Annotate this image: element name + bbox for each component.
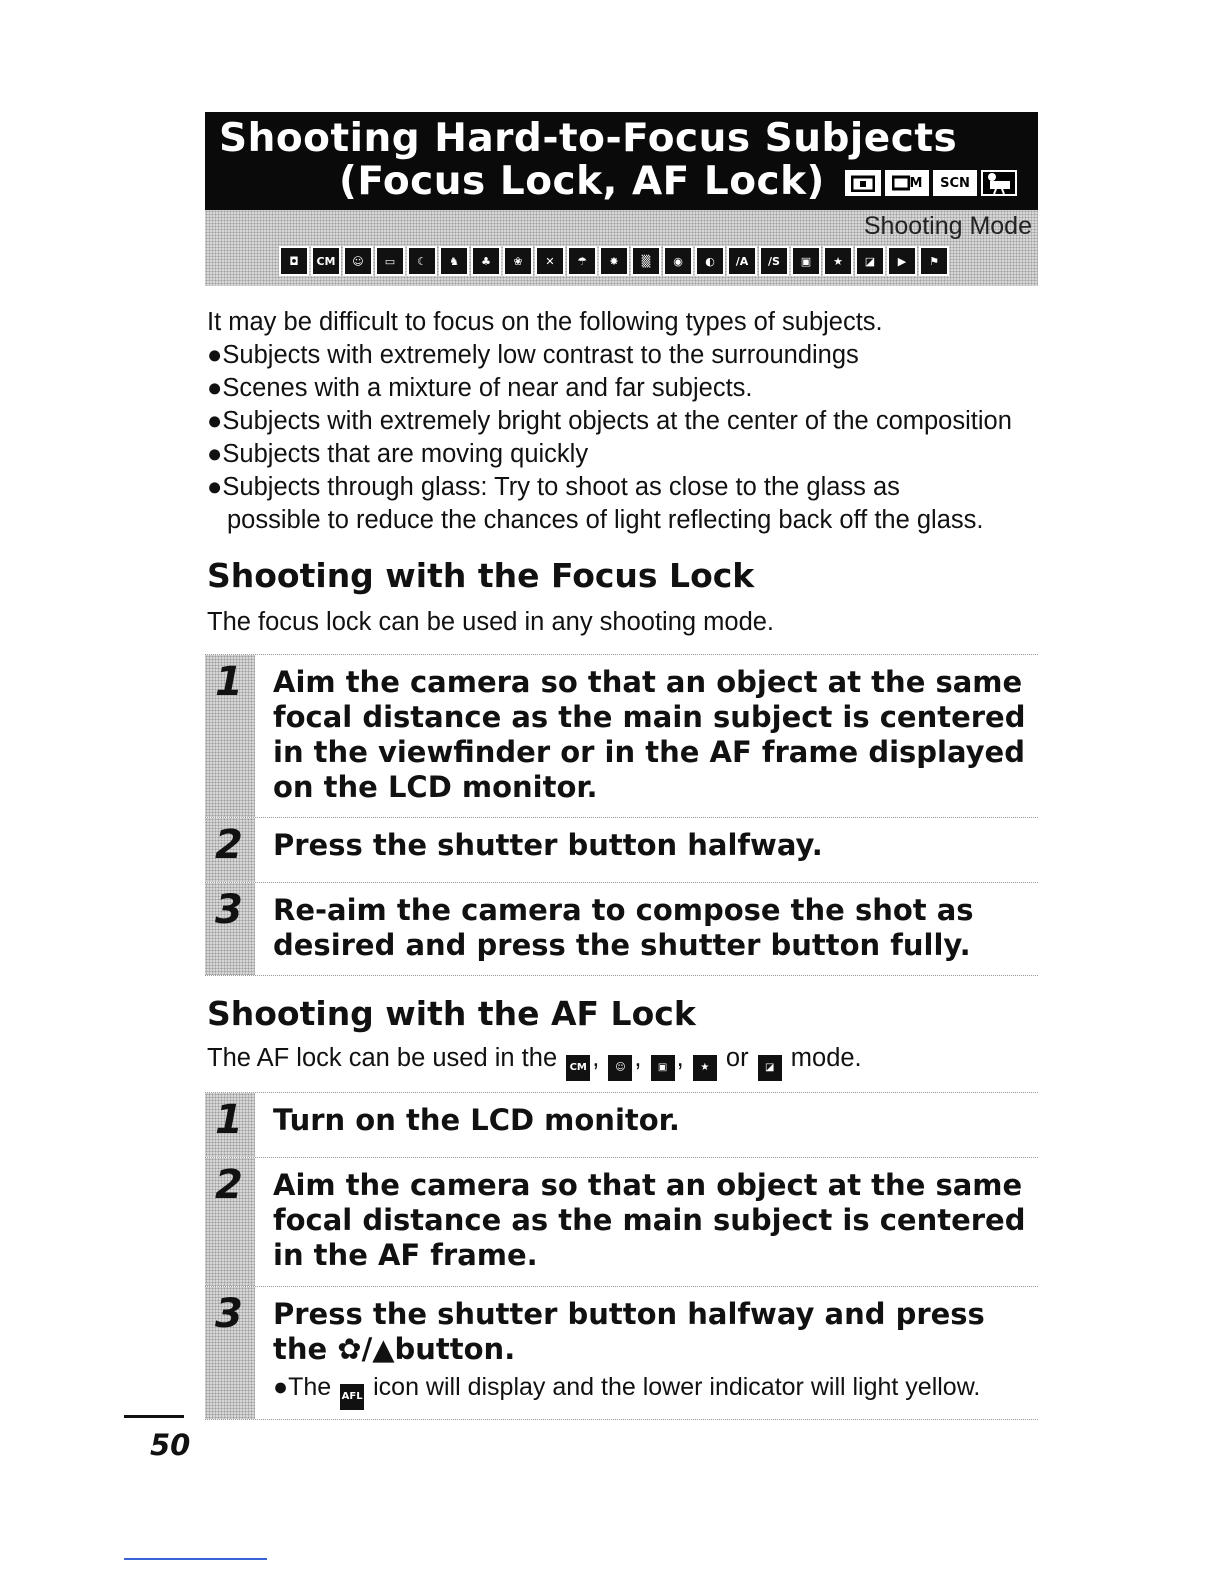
list-item: ●Subjects that are moving quickly (207, 440, 589, 468)
shooting-mode-strip (205, 210, 1038, 286)
camera-icon (845, 170, 881, 196)
list-item-continuation: possible to reduce the chances of light reflecting back off the glass. (227, 506, 984, 534)
portrait-icon: ☺ (343, 246, 373, 276)
af-lock-heading: Shooting with the AF Lock (207, 994, 696, 1033)
step-text: Press the shutter button halfway. (273, 828, 823, 862)
afl-icon: AFL (340, 1384, 364, 1410)
fast-shutter-icon: ⚑ (919, 246, 949, 276)
step-item (205, 1157, 1038, 1286)
focus-lock-heading: Shooting with the Focus Lock (207, 556, 755, 595)
night-icon: ★ (693, 1055, 717, 1081)
step-note: ●The AFL icon will display and the lower indicator will light yellow. (273, 1373, 1038, 1424)
step-number: 3 (215, 887, 243, 933)
list-item: ●Subjects through glass: Try to shoot as close to the glass as (207, 473, 900, 501)
list-item: ●Scenes with a mixture of near and far subjects. (207, 374, 753, 402)
movie-icon: ▶ (887, 246, 917, 276)
scn-icon: SCN (933, 170, 977, 196)
fireworks-icon: ✸ (599, 246, 629, 276)
stitch-icon: ▣ (651, 1055, 675, 1081)
color-swap-icon: /S (759, 246, 789, 276)
af-lock-steps (205, 1092, 1038, 1420)
movie-icon (981, 170, 1017, 196)
cm-icon: CM (311, 246, 341, 276)
beach-icon: ☂ (567, 246, 597, 276)
step-number-column (205, 883, 255, 975)
night-portrait-icon: ☾ (407, 246, 437, 276)
step-text: Press the shutter button halfway and press the ✿/▲button. (273, 1297, 985, 1366)
step-number-column (205, 1158, 255, 1286)
cm-icon: M (885, 170, 929, 196)
night-icon: ★ (823, 246, 853, 276)
title-banner (205, 112, 1038, 210)
shooting-mode-label: Shooting Mode (863, 212, 1032, 240)
list-item: ●Subjects with extremely bright objects at the center of the composition (207, 407, 1012, 435)
step-text: Re-aim the camera to compose the shot as desired and press the shutter button fully. (273, 893, 974, 962)
intro-text (207, 306, 1012, 537)
aquarium-icon: ▒ (631, 246, 661, 276)
step-number: 2 (215, 1162, 243, 1208)
focus-lock-steps (205, 654, 1038, 976)
page-title-line1: Shooting Hard-to-Focus Subjects (219, 116, 958, 161)
step-item (205, 817, 1038, 882)
step-number-column (205, 1287, 255, 1419)
step-number: 2 (215, 822, 243, 868)
underwater-icon: ◉ (663, 246, 693, 276)
step-number-column (205, 818, 255, 882)
stitch-assist-icon: ◪ (855, 246, 885, 276)
snow-icon: ✕ (535, 246, 565, 276)
iso-icon: ◐ (695, 246, 725, 276)
panorama-icon: ▭ (375, 246, 405, 276)
step-number: 1 (215, 659, 243, 705)
step-text: Turn on the LCD monitor. (273, 1103, 680, 1137)
cm-icon: CM (566, 1055, 590, 1081)
foliage-icon: ❀ (503, 246, 533, 276)
step-item (205, 655, 1038, 817)
step-number: 1 (215, 1097, 243, 1143)
page-title-line2: (Focus Lock, AF Lock) (339, 159, 825, 204)
bottom-divider (124, 1558, 267, 1560)
step-item (205, 1093, 1038, 1157)
step-text: Aim the camera so that an object at the same focal distance as the main subject is centered in the viewfinder or in the AF frame displayed on the LCD monitor. (273, 665, 1026, 804)
af-lock-subtitle: The AF lock can be used in the CM , ☺ , ▣ , ★ or ◪ mode. (207, 1044, 862, 1081)
step-item (205, 1286, 1038, 1419)
portrait-icon: ☺ (608, 1055, 632, 1081)
focus-lock-subtitle: The focus lock can be used in any shooting mode. (207, 608, 775, 636)
page-number-rule (124, 1415, 184, 1418)
step-text: Aim the camera so that an object at the same focal distance as the main subject is centered in the AF frame. (273, 1168, 1026, 1272)
banner-mode-icons (845, 170, 1017, 196)
step-item (205, 882, 1038, 975)
indoor-icon: ♣ (471, 246, 501, 276)
step-number-column (205, 655, 255, 817)
stitch-assist-icon: ◪ (758, 1055, 782, 1081)
intro-lead: It may be difficult to focus on the following types of subjects. (207, 308, 883, 336)
kids-pets-icon: ♞ (439, 246, 469, 276)
step-number: 3 (215, 1291, 243, 1337)
stitch-icon: ▣ (791, 246, 821, 276)
step-number-column (205, 1093, 255, 1157)
page-number: 50 (150, 1428, 191, 1462)
auto-icon: ◘ (279, 246, 309, 276)
list-item: ●Subjects with extremely low contrast to the surroundings (207, 341, 859, 369)
macro-mf-icon: ✿/▲ (337, 1332, 395, 1366)
color-accent-icon: /A (727, 246, 757, 276)
shooting-mode-icons (279, 246, 949, 276)
